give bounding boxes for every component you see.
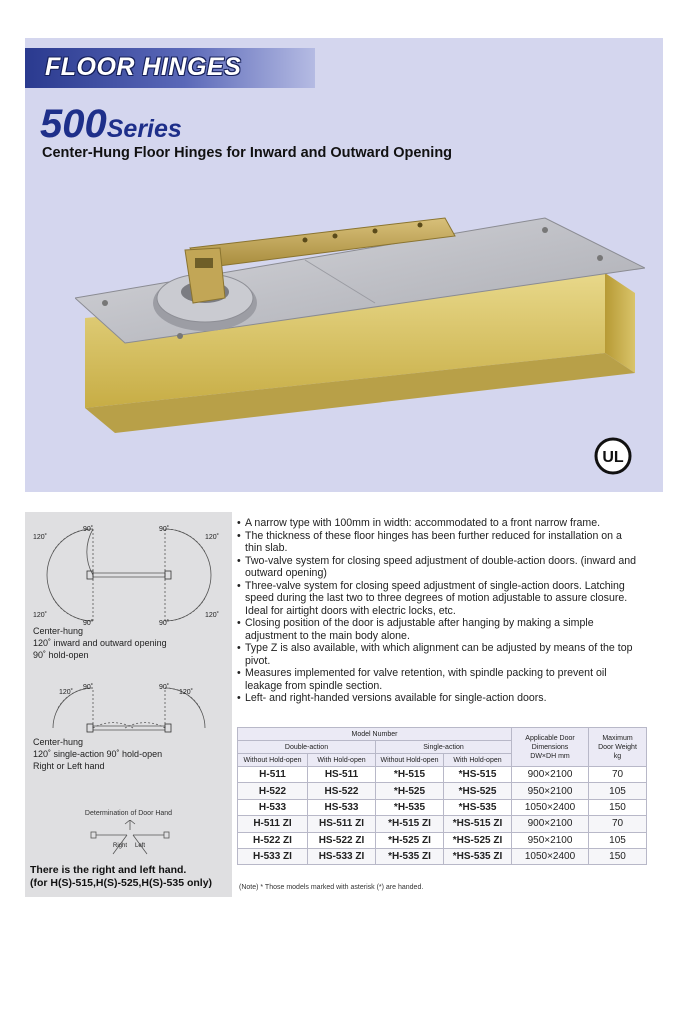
arm-hole bbox=[373, 229, 378, 234]
page-subtitle: Center-Hung Floor Hinges for Inward and Outward Opening bbox=[42, 145, 453, 161]
table-cell: 1050×2400 bbox=[512, 799, 589, 815]
header-line: kg bbox=[613, 752, 622, 760]
arm-hole bbox=[333, 234, 338, 239]
table-cell: HS-511 bbox=[308, 767, 376, 783]
screw-icon bbox=[102, 300, 108, 306]
with-hold-open-header: With Hold-open bbox=[308, 754, 376, 767]
door-hand-diagram bbox=[85, 820, 175, 858]
hand-note-line: (for H(S)-515,H(S)-525,H(S)-535 only) bbox=[30, 877, 213, 889]
angle-label: 90˚ bbox=[83, 620, 94, 627]
table-cell: H-511 bbox=[238, 767, 308, 783]
feature-item: • Measures implemented for valve retention, with spindle packing to prevent oil leakage from spindle section. bbox=[237, 667, 637, 692]
single-action-diagram bbox=[25, 680, 232, 735]
feature-item: • A narrow type with 100mm in width: accommodated to a front narrow frame. bbox=[237, 517, 637, 530]
hand-note bbox=[30, 864, 230, 890]
header-line: Door Weight bbox=[598, 743, 637, 751]
double-action-header: Double-action bbox=[238, 741, 376, 754]
angle-label: 90˚ bbox=[159, 684, 170, 691]
arm-hole bbox=[303, 238, 308, 243]
feature-item: • Left- and right-handed versions available for single-action doors. bbox=[237, 692, 637, 705]
hinge-left-symbol bbox=[87, 571, 93, 579]
table-row bbox=[238, 767, 647, 783]
table-cell: *HS-515 bbox=[444, 767, 512, 783]
table-cell: HS-533 bbox=[308, 799, 376, 815]
feature-item: • Two-valve system for closing speed adjustment of double-action doors. (inward and outward opening) bbox=[237, 555, 637, 580]
table-row bbox=[238, 848, 647, 864]
table-row bbox=[238, 783, 647, 799]
spec-table bbox=[237, 727, 647, 865]
angle-label: 90˚ bbox=[159, 526, 170, 533]
angle-label: 90˚ bbox=[83, 684, 94, 691]
table-row bbox=[238, 816, 647, 832]
without-hold-open-header: Without Hold-open bbox=[376, 754, 444, 767]
diagram-panel bbox=[25, 512, 232, 897]
header-line: DW×DH mm bbox=[530, 752, 570, 760]
table-cell: *HS-525 ZI bbox=[444, 832, 512, 848]
caption-line: 120˚ single-action 90˚ hold-open bbox=[33, 749, 163, 759]
hinge-left-symbol bbox=[87, 724, 93, 732]
table-cell: 105 bbox=[589, 832, 647, 848]
table-cell: *H-515 ZI bbox=[376, 816, 444, 832]
table-cell: *H-515 bbox=[376, 767, 444, 783]
table-note: (Note) * Those models marked with asterisk (*) are handed. bbox=[239, 884, 424, 891]
table-cell: 1050×2400 bbox=[512, 848, 589, 864]
header-line: Maximum bbox=[602, 734, 633, 742]
angle-label: 120˚ bbox=[205, 534, 220, 541]
table-row bbox=[238, 832, 647, 848]
header-line: Dimensions bbox=[531, 743, 569, 751]
header-line: Applicable Door bbox=[525, 734, 575, 742]
table-cell: *HS-535 ZI bbox=[444, 848, 512, 864]
table-cell: 150 bbox=[589, 799, 647, 815]
hinge-right-symbol bbox=[165, 724, 171, 732]
hero-panel bbox=[25, 38, 663, 492]
feature-item: • Closing position of the door is adjustable after hanging by making a simple adjustment to the main body alone. bbox=[237, 617, 637, 642]
ul-certification-icon bbox=[593, 436, 633, 476]
series-title bbox=[40, 102, 182, 147]
table-cell: H-522 ZI bbox=[238, 832, 308, 848]
table-cell: HS-522 ZI bbox=[308, 832, 376, 848]
double-action-caption bbox=[33, 625, 167, 661]
caption-line: Right or Left hand bbox=[33, 761, 105, 771]
table-cell: *H-535 ZI bbox=[376, 848, 444, 864]
angle-label: 120˚ bbox=[59, 689, 74, 696]
right-hand-label: Right bbox=[113, 843, 128, 849]
table-cell: *HS-525 bbox=[444, 783, 512, 799]
table-cell: H-533 ZI bbox=[238, 848, 308, 864]
table-cell: *HS-515 ZI bbox=[444, 816, 512, 832]
angle-label: 90˚ bbox=[83, 526, 94, 533]
hinge-right-symbol bbox=[165, 571, 171, 579]
table-cell: HS-511 ZI bbox=[308, 816, 376, 832]
feature-item: • Three-valve system for closing speed adjustment of single-action doors. Latching speed during the last two to three degrees of motion adjustable to assure closure. Ideal for airtight doors with electric locks, etc. bbox=[237, 580, 637, 618]
table-cell: H-533 bbox=[238, 799, 308, 815]
feature-item: • Type Z is also available, with which alignment can be adjusted by means of the top pivot. bbox=[237, 642, 637, 667]
table-cell: H-522 bbox=[238, 783, 308, 799]
caption-line: 90˚ hold-open bbox=[33, 650, 89, 660]
weight-header bbox=[589, 728, 647, 767]
screw-icon bbox=[597, 255, 603, 261]
series-number: 500 bbox=[40, 102, 107, 146]
table-cell: 900×2100 bbox=[512, 767, 589, 783]
angle-label: 90˚ bbox=[159, 620, 170, 627]
arm-hole bbox=[418, 223, 423, 228]
with-hold-open-header: With Hold-open bbox=[444, 754, 512, 767]
table-cell: 105 bbox=[589, 783, 647, 799]
banner-title: FLOOR HINGES bbox=[45, 53, 242, 81]
without-hold-open-header: Without Hold-open bbox=[238, 754, 308, 767]
table-cell: 150 bbox=[589, 848, 647, 864]
angle-label: 120˚ bbox=[179, 689, 194, 696]
floor-hinge-product-image bbox=[75, 208, 645, 448]
table-cell: *H-525 bbox=[376, 783, 444, 799]
hand-note-line: There is the right and left hand. bbox=[30, 864, 187, 876]
left-hand-label: Left bbox=[135, 843, 146, 849]
angle-label: 120˚ bbox=[33, 612, 48, 619]
table-cell: 950×2100 bbox=[512, 783, 589, 799]
table-cell: 70 bbox=[589, 767, 647, 783]
table-cell: 70 bbox=[589, 816, 647, 832]
category-banner bbox=[25, 48, 315, 88]
angle-label: 120˚ bbox=[33, 534, 48, 541]
table-cell: *HS-535 bbox=[444, 799, 512, 815]
single-action-header: Single-action bbox=[376, 741, 512, 754]
table-cell: *H-525 ZI bbox=[376, 832, 444, 848]
pivot-socket bbox=[195, 258, 213, 268]
table-cell: 900×2100 bbox=[512, 816, 589, 832]
double-action-diagram bbox=[25, 517, 232, 629]
dimensions-header bbox=[512, 728, 589, 767]
table-cell: H-511 ZI bbox=[238, 816, 308, 832]
ul-mark-text: UL bbox=[602, 449, 624, 466]
caption-line: 120˚ inward and outward opening bbox=[33, 638, 167, 648]
single-action-caption bbox=[33, 736, 162, 772]
screw-icon bbox=[177, 333, 183, 339]
model-number-header: Model Number bbox=[238, 728, 512, 741]
caption-line: Center-hung bbox=[33, 626, 84, 636]
table-cell: HS-533 ZI bbox=[308, 848, 376, 864]
table-cell: 950×2100 bbox=[512, 832, 589, 848]
table-cell: *H-535 bbox=[376, 799, 444, 815]
series-word: Series bbox=[106, 115, 182, 143]
angle-label: 120˚ bbox=[205, 612, 220, 619]
table-cell: HS-522 bbox=[308, 783, 376, 799]
feature-list bbox=[237, 517, 637, 705]
feature-item: • The thickness of these floor hinges has been further reduced for installation on a thin slab. bbox=[237, 530, 637, 555]
table-row bbox=[238, 799, 647, 815]
door-hand-title: Determination of Door Hand bbox=[84, 810, 173, 817]
caption-line: Center-hung bbox=[33, 737, 84, 747]
screw-icon bbox=[542, 227, 548, 233]
